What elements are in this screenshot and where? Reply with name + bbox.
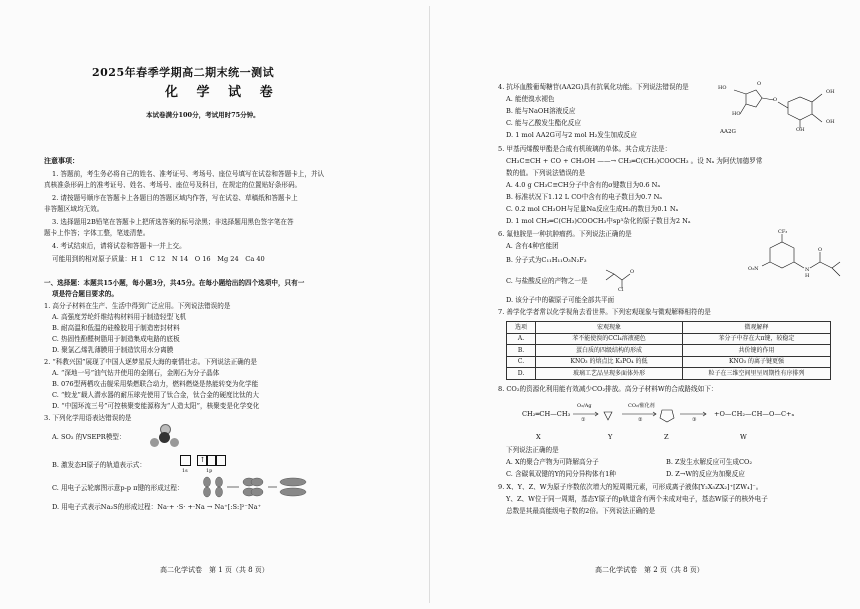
q1-option-b: B. 耐高温和低温的硅橡胶用于制造密封材料 [52, 324, 180, 332]
aa2g-group: HO [718, 85, 727, 91]
table-cell: 蛋白质的四级结构的形成 [536, 345, 683, 357]
q1-stem: 1. 高分子材料在生产、生活中得到广泛应用。下列说法错误的是 [44, 302, 231, 310]
aa2g-group: O [757, 81, 762, 87]
orbital-label-1s: 1s [182, 468, 188, 474]
q3-option-c: C. 用电子云轮廓图示意p-p π键的形成过程： [52, 484, 184, 492]
q4-option-c: C. 能与乙酸发生酯化反应 [506, 119, 581, 127]
q2-option-a: A. “深地一号”油气钻井使用的金刚石，金刚石为分子晶体 [52, 369, 220, 377]
q7-stem: 7. 善学化学者常以化学视角去看世界。下列宏观现象与微观解释相符的是 [498, 308, 711, 316]
aa2g-group: OH [826, 119, 835, 125]
note-line: 1. 答题前，考生务必将自己的姓名、准考证号、考场号、座位号填写在试卷和答题卡上，并认 [52, 170, 325, 178]
flutamide-group: O [818, 247, 823, 253]
note-line: 题卡上作答；字体工整，笔迹清楚。 [44, 229, 150, 237]
q6-option-a: A. 含有4种官能团 [506, 242, 559, 250]
page-footer: 高二化学试卷 第 1 页（共 8 页） [160, 566, 269, 574]
q5-equation: CH₃C≡CH + CO + CH₃OH ——→ CH₂═C(CH₃)COOCH₃ 。设 Nₐ 为阿伏加德罗常 [506, 157, 763, 165]
table-row [507, 333, 831, 345]
table-cell: 粒子在三维空间里呈周期性有序排列 [683, 368, 831, 380]
note-line: 3. 选择题用2B铅笔在答题卡上把所选答案的标号涂黑；非选择题用黑色签字笔在答 [52, 218, 294, 226]
compound-label-z: Z [664, 433, 669, 441]
notes-heading: 注意事项： [44, 156, 79, 165]
q2-stem: 2. “科教兴国”展现了中国人逐梦星辰大海的豪情壮志。下列说法正确的是 [44, 358, 257, 366]
table-cell: KNO₃ 的熔点比 K₃PO₄ 的低 [536, 356, 683, 368]
q4-stem: 4. 抗坏血酸葡萄糖苷(AA2G)具有抗氧化功能。下列说法错误的是 [498, 83, 689, 91]
page-2 [430, 0, 860, 609]
q5-option-c: C. 0.2 mol CH₃OH与足量Na反应生成H₂的数目为0.1 Nₐ [506, 205, 679, 213]
q8-option-c: C. 含碳氧双键的Y的同分异构体有1种 [506, 470, 616, 478]
q3-option-d: D. 用电子式表示Na₂S的形成过程：Na·+ ·S· +·Na → Na⁺[:S:]²⁻Na⁺ [52, 503, 262, 511]
q7-table [506, 321, 831, 380]
table-header: 微观解释 [683, 322, 831, 334]
aa2g-group: O [773, 97, 778, 103]
q5-equation-cont: 数的值。下列说法错误的是 [506, 169, 586, 177]
q8-stem: 8. CO₂的资源化利用能有效减少CO₂排放。高分子材料W的合成路线如下： [498, 385, 718, 393]
q4-option-b: B. 能与NaOH溶液反应 [506, 107, 576, 115]
table-cell: B. [507, 345, 536, 357]
table-header: 选项 [507, 322, 536, 334]
q5-option-a: A. 4.0 g CH₃C≡CH分子中含有的σ键数目为0.6 Nₐ [506, 181, 660, 189]
aa2g-group: OH [826, 89, 835, 95]
section-heading: 一、选择题：本题共15小题，每小题3分，共45分。在每小题给出的四个选项中，只有一 [44, 279, 305, 287]
table-cell: 苯分子中存在大π键，较稳定 [683, 333, 831, 345]
q1-option-d: D. 聚氯乙烯乳薄膜用于制造饮用水分离膜 [52, 346, 174, 354]
q8-lead: 下列说法正确的是 [506, 446, 559, 454]
flutamide-group: O₂N [748, 266, 759, 272]
q5-stem: 5. 甲基丙烯酸甲酯是合成有机玻璃的单体。其合成方法是： [498, 145, 672, 153]
q8-option-d: D. Z→W的反应为加聚反应 [666, 470, 745, 478]
aa2g-group: HO [732, 111, 741, 117]
note-line: 真核准条形码上的准考证号、姓名、考场号、座位号及科目，在规定的位置贴好条形码。 [44, 181, 302, 189]
acyl-group: O [630, 269, 635, 275]
exam-info: 本试卷满分100分，考试用时75分钟。 [146, 111, 260, 119]
note-line: 4. 考试结束后，请将试卷和答题卡一并上交。 [52, 242, 186, 250]
q6-stem: 6. 氟他胺是一种抗肿瘤药。下列说法正确的是 [498, 230, 632, 238]
table-cell: D. [507, 368, 536, 380]
table-cell: 玻璃工艺品呈现多面体外形 [536, 368, 683, 380]
table-row [507, 356, 831, 368]
q2-option-b: B. 076型两栖攻击舰采用柴燃联合动力，燃料燃烧是热能转变为化学能 [52, 380, 259, 388]
table-cell: KNO₃ 的离子键更强 [683, 356, 831, 368]
q5-option-d: D. 1 mol CH₂═C(CH₃)COOCH₃中sp³杂化的原子数目为2 Nₐ [506, 217, 691, 225]
q8-reagent: CO₂/催化剂 [628, 403, 655, 409]
orbital-label-1p: 1p [206, 468, 213, 474]
q4-option-d: D. 1 mol AA2G可与2 mol H₂发生加成反应 [506, 131, 637, 139]
q1-option-a: A. 高强度芳纶纤维结构材料用于制造轻型飞机 [52, 313, 187, 321]
q9-line: Y、Z、W位于同一周期，基态Y原子的p轨道含有两个未成对电子，基态W原子的核外电子 [506, 495, 768, 503]
table-header-row [507, 322, 831, 334]
orbital-arrow: ↑ [197, 455, 208, 466]
flutamide-group: N [805, 267, 810, 273]
section-heading-cont: 项是符合题目要求的。 [52, 290, 118, 298]
q2-option-d: D. “中国环流三号”可控核聚变能源称为“人造太阳”，核聚变是化学变化 [52, 402, 260, 410]
table-cell: 苯不能使溴的CCl₄溶液褪色 [536, 333, 683, 345]
aa2g-label: AA2G [720, 129, 736, 135]
q9-line: 总数是其最高能级电子数的2倍。下列说法正确的是 [506, 507, 656, 515]
q8-step: ① [581, 417, 586, 423]
q3-option-b: B. 激发态H原子的轨道表示式： [52, 461, 146, 469]
q3-stem: 3. 下列化学用语表达错误的是 [44, 414, 132, 422]
q3-option-a: A. SO₂ 的VSEPR模型： [52, 433, 126, 441]
flutamide-structure-icon [740, 228, 850, 288]
q5-option-b: B. 标准状况下1.12 L CO中含有的电子数目为0.7 Nₐ [506, 193, 662, 201]
note-line: 2. 请按题号顺序在答题卡上各题目的答题区域内作答，写在试卷、草稿纸和答题卡上 [52, 194, 298, 202]
q6-option-c: C. 与盐酸反应的产物之一是 [506, 277, 588, 285]
table-row [507, 368, 831, 380]
q2-option-c: C. “蛟龙”载人潜水器的耐压球壳使用了钛合金，钛合金的硬度比钛的大 [52, 391, 259, 399]
exam-title: 2025年春季学期高二期末统一测试 [92, 66, 275, 79]
q6-option-b: B. 分子式为C₁₁H₁₁O₃N₂F₃ [506, 256, 587, 264]
q1-option-c: C. 热固性酚醛树脂用于制造集成电路的底板 [52, 335, 180, 343]
aa2g-structure-icon [712, 80, 842, 130]
q8-start-material: CH₂═CH—CH₃ [522, 410, 571, 418]
compound-label-w: W [740, 433, 747, 441]
flutamide-group: CF₃ [778, 229, 788, 235]
note-line: 非答题区域均无效。 [44, 205, 104, 213]
compound-label-y: Y [608, 433, 613, 441]
page-footer: 高二化学试卷 第 2 页（共 8 页） [595, 566, 704, 574]
q8-reagent: O₂/Ag [577, 403, 592, 409]
q8-step: ③ [692, 417, 697, 423]
orbital-diagram [180, 455, 240, 477]
q8-polymer: +O—CH₂—CH—O—C+ₙ [714, 410, 795, 418]
q8-option-a: A. X的聚合产物为可降解高分子 [506, 458, 599, 466]
q4-option-a: A. 能使溴水褪色 [506, 95, 555, 103]
acyl-group: Cl [618, 287, 624, 293]
table-cell: 共价键的作用 [683, 345, 831, 357]
aa2g-group: OH [796, 127, 805, 133]
q8-step: ② [638, 417, 643, 423]
q9-line: 9. X、Y、Z、W为原子序数依次增大的短周期元素，可形成离子液体[Y₂X₅ZX₂]⁺[ZW₄]⁻。 [498, 483, 763, 491]
table-cell: C. [507, 356, 536, 368]
table-header: 宏观现象 [536, 322, 683, 334]
pi-bond-orbital-icon [197, 476, 317, 498]
table-row [507, 345, 831, 357]
q6-option-d: D. 该分子中的碳原子可能全部共平面 [506, 296, 615, 304]
vsepr-model-icon [150, 424, 180, 448]
q8-option-b: B. Z发生水解反应可生成CO₂ [666, 458, 753, 466]
compound-label-x: X [536, 433, 541, 441]
table-cell: A. [507, 333, 536, 345]
subject-title: 化 学 试 卷 [165, 85, 280, 100]
atomic-masses: 可能用到的相对原子质量：H 1 C 12 N 14 O 16 Mg 24 Ca 40 [52, 255, 265, 263]
flutamide-group: H [805, 273, 810, 279]
